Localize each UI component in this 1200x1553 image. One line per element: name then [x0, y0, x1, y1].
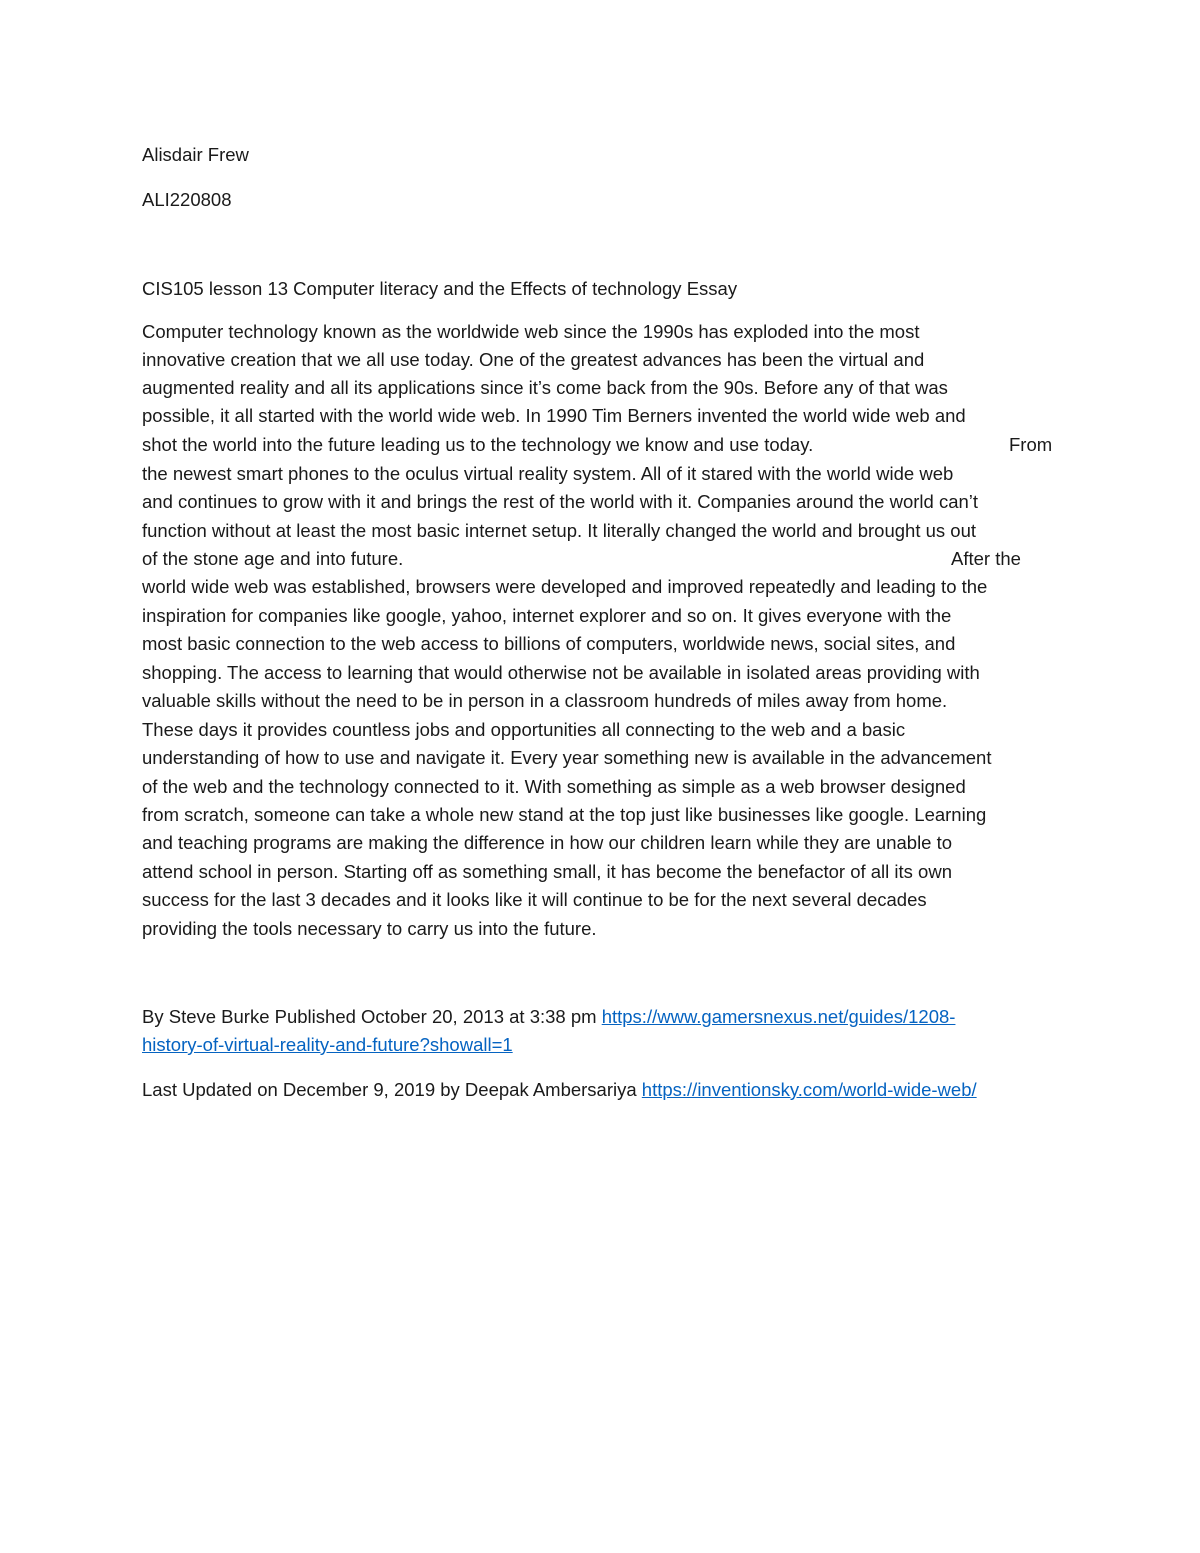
body-line: inspiration for companies like google, yahoo, internet explorer and so on. It gives everyone with the — [142, 605, 952, 626]
reference-1-link-continued[interactable]: history-of-virtual-reality-and-future?showall=1 — [142, 1034, 513, 1055]
body-line: the newest smart phones to the oculus virtual reality system. All of it stared with the world wide web — [142, 463, 954, 484]
student-id: ALI220808 — [142, 189, 232, 210]
body-line: and continues to grow with it and brings the rest of the world with it. Companies around the world can’t — [142, 491, 979, 512]
tab-word-from: From — [1009, 434, 1053, 455]
body-line: function without at least the most basic internet setup. It literally changed the world and brought us out — [142, 520, 977, 541]
body-line: shopping. The access to learning that would otherwise not be available in isolated areas providing with — [142, 662, 980, 683]
tab-word-after-the: After the — [951, 548, 1021, 569]
body-line: attend school in person. Starting off as something small, it has become the benefactor of all its own — [142, 861, 952, 882]
body-line: These days it provides countless jobs and opportunities all connecting to the web and a basic — [142, 719, 906, 740]
reference-1 — [142, 1003, 955, 1031]
body-line: providing the tools necessary to carry us into the future. — [142, 918, 597, 939]
reference-1-continued — [142, 1031, 513, 1059]
reference-2 — [142, 1076, 977, 1104]
body-line: of the web and the technology connected to it. With something as simple as a web browser designed — [142, 776, 966, 797]
body-line: success for the last 3 decades and it looks like it will continue to be for the next several decades — [142, 889, 927, 910]
body-line: innovative creation that we all use today. One of the greatest advances has been the virtual and — [142, 349, 925, 370]
body-line: and teaching programs are making the difference in how our children learn while they are unable to — [142, 832, 953, 853]
reference-2-prefix: Last Updated on December 9, 2019 by Deepak Ambersariya — [142, 1079, 642, 1100]
body-line: valuable skills without the need to be in person in a classroom hundreds of miles away from home. — [142, 690, 948, 711]
reference-2-link[interactable]: https://inventionsky.com/world-wide-web/ — [641, 1079, 977, 1100]
reference-1-link[interactable]: https://www.gamersnexus.net/guides/1208- — [601, 1006, 956, 1027]
body-line: most basic connection to the web access to billions of computers, worldwide news, social sites, and — [142, 633, 956, 654]
body-line: of the stone age and into future. — [142, 548, 404, 569]
body-line: shot the world into the future leading us to the technology we know and use today. — [142, 434, 814, 455]
body-line: understanding of how to use and navigate it. Every year something new is available in the advancement — [142, 747, 992, 768]
body-line: augmented reality and all its applications since it’s come back from the 90s. Before any of that was — [142, 377, 948, 398]
body-line: world wide web was established, browsers were developed and improved repeatedly and leading to the — [142, 576, 988, 597]
author-name: Alisdair Frew — [142, 144, 249, 165]
body-line: from scratch, someone can take a whole new stand at the top just like businesses like google. Learning — [142, 804, 987, 825]
body-line: possible, it all started with the world wide web. In 1990 Tim Berners invented the world wide web and — [142, 405, 966, 426]
body-line: Computer technology known as the worldwide web since the 1990s has exploded into the most — [142, 321, 920, 342]
reference-1-prefix: By Steve Burke Published October 20, 2013 at 3:38 pm — [142, 1006, 602, 1027]
essay-title: CIS105 lesson 13 Computer literacy and the Effects of technology Essay — [142, 278, 738, 299]
